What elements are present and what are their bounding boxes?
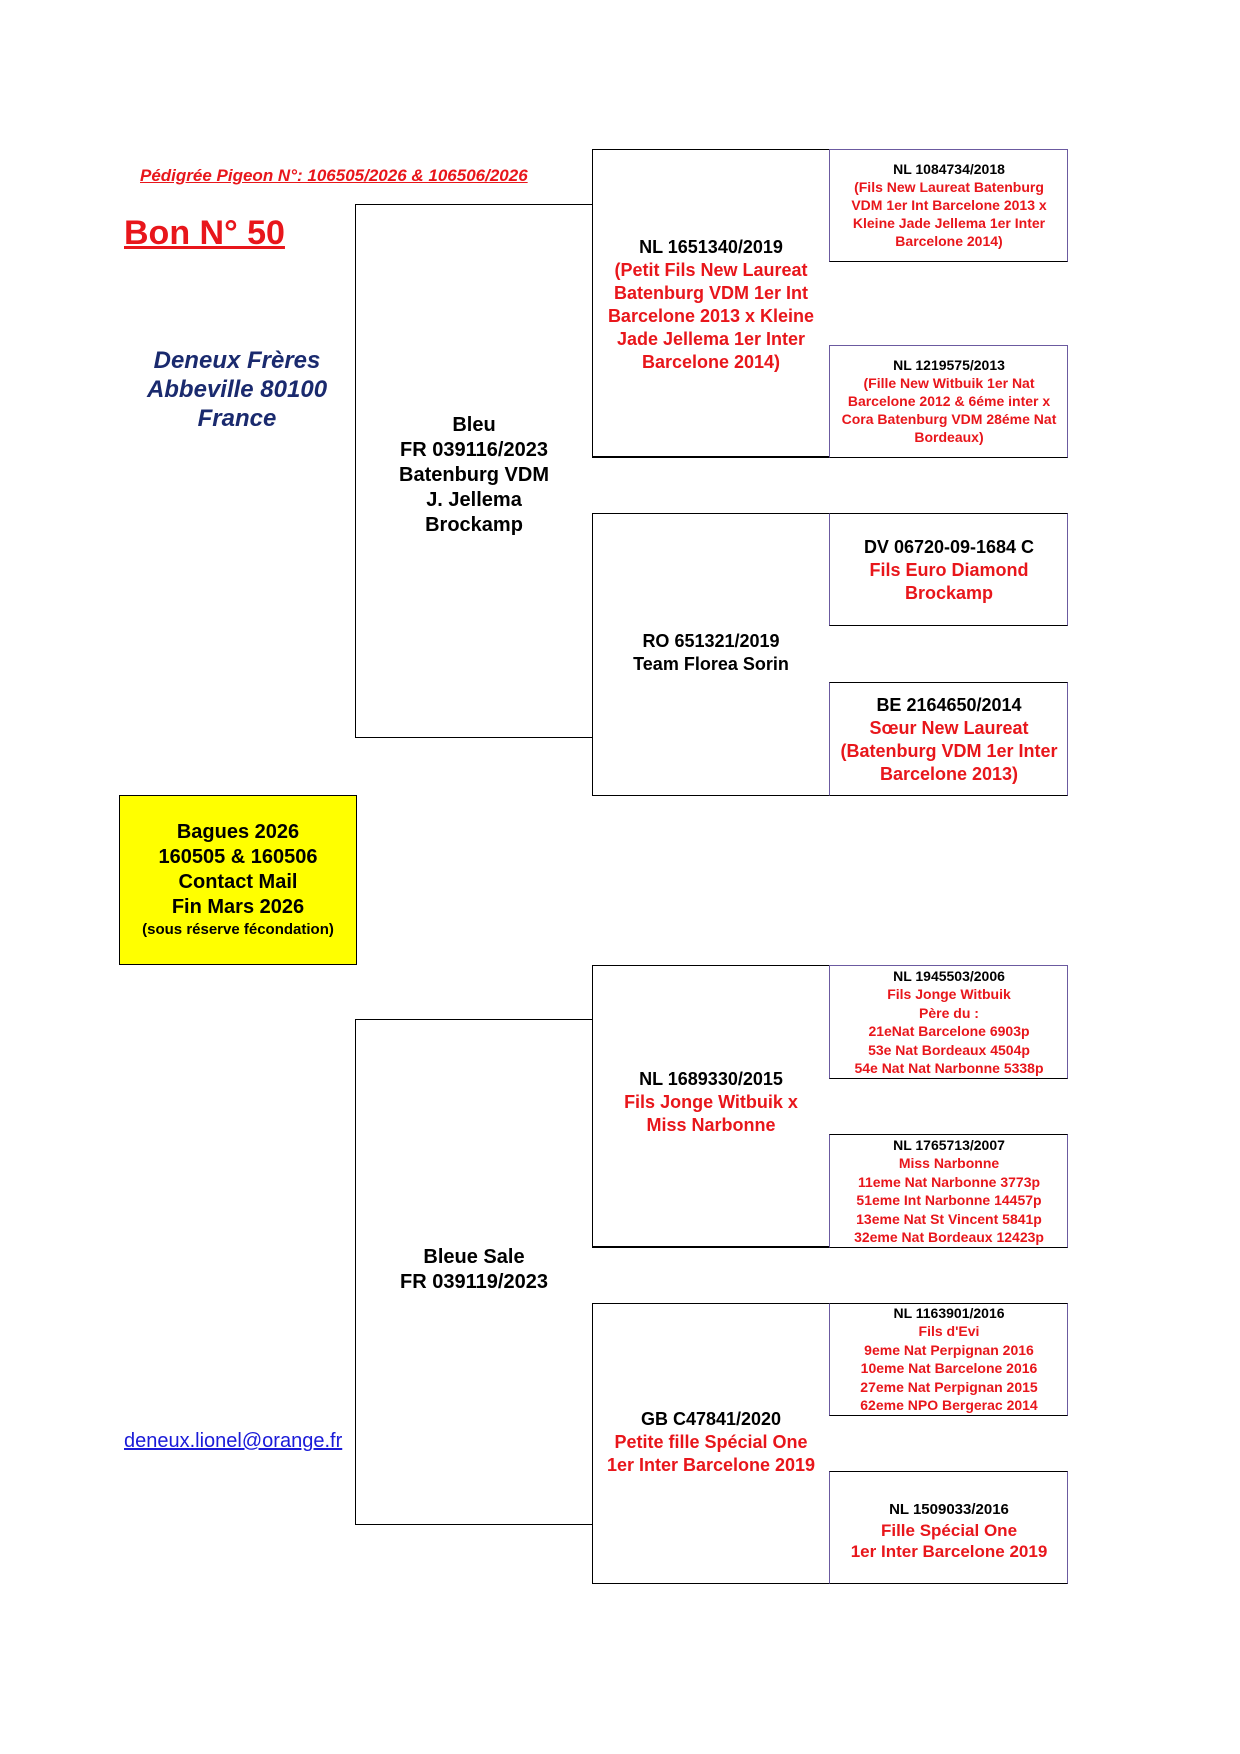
mff-desc-4: 53e Nat Bordeaux 4504p (868, 1041, 1030, 1058)
mother-cell (356, 1235, 592, 1305)
mmm-cell (831, 1490, 1067, 1570)
ff-desc-3: Barcelone 2013 x Kleine (607, 306, 815, 326)
fff-desc-4: Barcelone 2014) (895, 232, 1003, 249)
mff-desc-5: 54e Nat Nat Narbonne 5338p (854, 1060, 1044, 1076)
ffm-desc-1: (Fille New Witbuik 1er Nat (863, 375, 1035, 391)
mf-ring: NL 1689330/2015 (639, 1069, 783, 1089)
breeder-info (112, 346, 362, 433)
fmm-ring: BE 2164650/2014 (876, 695, 1022, 715)
fmm-desc-1: Sœur New Laureat (869, 718, 1029, 738)
mfm-desc-2: 11eme Nat Narbonne 3773p (857, 1173, 1041, 1190)
mmf-cell (831, 1306, 1067, 1412)
fff-desc-1: (Fils New Laureat Batenburg (854, 178, 1044, 195)
ff-desc-4: Jade Jellema 1er Inter (616, 329, 806, 349)
ff-desc-2: Batenburg VDM 1er Int (613, 283, 809, 303)
mff-desc-3: 21eNat Barcelone 6903p (868, 1023, 1030, 1039)
rings-date: Fin Mars 2026 (171, 896, 305, 918)
mmf-ring: NL 1163901/2016 (893, 1304, 1005, 1321)
mff-cell (831, 969, 1067, 1075)
fmm-desc-3: Barcelone 2013) (879, 764, 1019, 784)
father-line-3: Batenburg VDM (399, 463, 549, 486)
rings-info-box (119, 795, 357, 965)
fff-desc-2: VDM 1er Int Barcelone 2013 x (851, 196, 1047, 213)
mm-desc-1: Petite fille Spécial One (614, 1432, 808, 1452)
mf-cell (594, 1065, 828, 1140)
breeder-country: France (197, 405, 277, 432)
fm-cell (594, 628, 828, 678)
fmm-cell (831, 690, 1067, 790)
ffm-desc-4: Bordeaux) (914, 429, 984, 445)
mfm-desc-1: Miss Narbonne (898, 1155, 1000, 1171)
father-line-4: J. Jellema (426, 488, 522, 511)
mother-line-2: FR 039119/2023 (400, 1271, 548, 1293)
rings-year: Bagues 2026 (176, 821, 300, 843)
mfm-desc-5: 32eme Nat Bordeaux 12423p (854, 1229, 1044, 1245)
mmf-desc-4: 27eme Nat Perpignan 2015 (860, 1378, 1038, 1395)
ff-ring: NL 1651340/2019 (639, 237, 783, 257)
mfm-desc-4: 13eme Nat St Vincent 5841p (856, 1210, 1042, 1227)
ffm-cell (831, 352, 1067, 450)
father-line-1: Bleu (452, 413, 496, 436)
mfm-desc-3: 51eme Int Narbonne 14457p (856, 1192, 1042, 1208)
fmf-desc-1: Fils Euro Diamond (869, 559, 1029, 580)
mff-desc-2: Père du : (919, 1004, 979, 1021)
fff-cell (831, 157, 1067, 252)
mf-desc-2: Miss Narbonne (646, 1115, 776, 1135)
mmm-desc-1: Fille Spécial One (880, 1520, 1018, 1540)
mm-cell (594, 1405, 828, 1480)
ffm-desc-2: Barcelone 2012 & 6éme inter x (847, 393, 1051, 409)
breeder-name: Deneux Frères (153, 347, 321, 374)
fmf-desc-2: Brockamp (904, 582, 994, 603)
mfm-ring: NL 1765713/2007 (893, 1136, 1005, 1153)
rings-note: (sous réserve fécondation) (142, 921, 334, 938)
mmf-desc-3: 10eme Nat Barcelone 2016 (860, 1360, 1038, 1376)
mother-line-1: Bleue Sale (423, 1246, 525, 1268)
mother-bracket-bottom (355, 1524, 592, 1525)
fm-desc-1: Team Florea Sorin (633, 654, 789, 674)
mmf-desc-2: 9eme Nat Perpignan 2016 (864, 1341, 1034, 1358)
ff-desc-5: Barcelone 2014) (641, 352, 781, 372)
ff-desc-1: (Petit Fils New Laureat (614, 260, 808, 280)
father-cell (356, 400, 592, 550)
fmm-desc-2: (Batenburg VDM 1er Inter (840, 741, 1058, 761)
ffm-ring: NL 1219575/2013 (893, 357, 1005, 373)
pedigree-title: Pédigrée Pigeon N°: 106505/2026 & 106506/2026 (140, 166, 528, 185)
rings-numbers: 160505 & 160506 (158, 846, 318, 868)
email-link[interactable]: deneux.lionel@orange.fr (124, 1430, 343, 1452)
fff-ring: NL 1084734/2018 (893, 160, 1005, 177)
father-bracket-top (355, 204, 592, 205)
bon-number: Bon N° 50 (124, 214, 285, 252)
mff-desc-1: Fils Jonge Witbuik (887, 986, 1011, 1002)
mmf-desc-5: 62eme NPO Bergerac 2014 (860, 1397, 1038, 1413)
father-bracket-bottom (355, 737, 592, 738)
fff-desc-3: Kleine Jade Jellema 1er Inter (852, 214, 1046, 231)
fm-ring: RO 651321/2019 (642, 631, 780, 651)
mff-ring: NL 1945503/2006 (893, 967, 1005, 984)
ffm-desc-3: Cora Batenburg VDM 28éme Nat (841, 411, 1057, 427)
mmf-desc-1: Fils d'Evi (918, 1323, 980, 1339)
breeder-city: Abbeville 80100 (146, 376, 328, 403)
mf-desc-1: Fils Jonge Witbuik x (624, 1092, 798, 1112)
mm-ring: GB C47841/2020 (640, 1409, 782, 1429)
father-line-5: Brockamp (425, 513, 523, 536)
fmf-cell (831, 530, 1067, 610)
mm-desc-2: 1er Inter Barcelone 2019 (606, 1455, 816, 1475)
rings-contact: Contact Mail (178, 871, 298, 893)
father-line-2: FR 039116/2023 (400, 438, 548, 461)
mmm-ring: NL 1509033/2016 (889, 1500, 1009, 1518)
mmm-desc-2: 1er Inter Barcelone 2019 (850, 1541, 1048, 1561)
fmf-ring: DV 06720-09-1684 C (863, 536, 1035, 557)
mother-bracket-top (355, 1019, 592, 1020)
mfm-cell (831, 1138, 1067, 1244)
ff-cell (594, 230, 828, 380)
